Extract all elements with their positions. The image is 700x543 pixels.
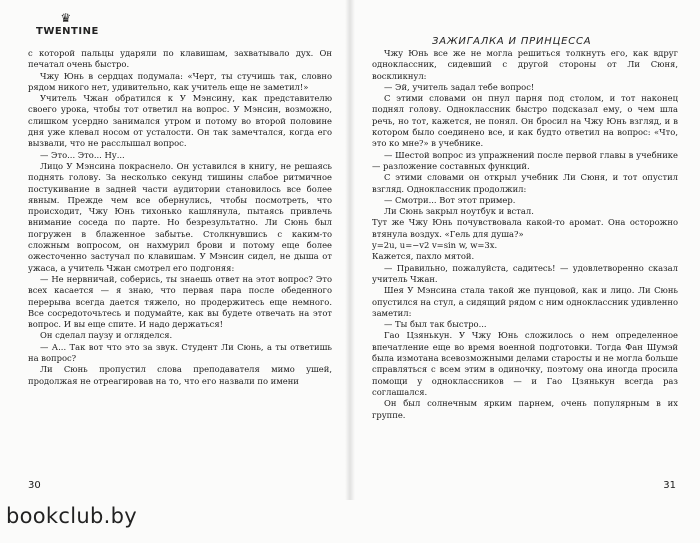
left-page-number: 30 — [28, 480, 41, 491]
paragraph: — Правильно, пожалуйста, садитесь! — удовлетворенно сказал учитель Чжан. — [372, 262, 678, 284]
paragraph: Чжу Юнь в сердцах подумала: «Черт, ты стучишь так, словно рядом никого нет, удивительно, как учитель еще не заметил!» — [28, 70, 332, 92]
paragraph: С этими словами он пнул парня под столом, и тот наконец поднял голову. Одноклассник быстро подсказал ему, о чем шла речь, но тот, кажется, не понял. Он бросил на Чжу Юнь взгляд, и в котором было соединено все, и как будто ответил на вопрос: «Что, это ко мне?» в учебнике. — [372, 93, 678, 149]
paragraph: Лицо У Мэнсина покраснело. Он уставился в книгу, не решаясь поднять голову. За несколько секунд тишины слабое ритмичное постукивание в задней части аудитории становилось все более явным. Прежде чем все обернулись, чтобы посмотреть, что происходит, Чжу Юнь тихонько кашлянула, пытаясь привлечь внимание соседа по парте. Но безрезультатно. Ли Сюнь был погружен в блаженное забытье. Столкнувшись с каким-то сложным вопросом, он нахмурил брови и потому еще более ожесточенно застучал по клавишам. У Мэнсин сидел, не дыша от ужаса, а учитель Чжан смотрел его подгоняя: — [28, 160, 332, 273]
paragraph: Гао Цзянькун. У Чжу Юнь сложилось о нем определенное впечатление еще во время военной подготовки. Тогда Фан Шумэй была измотана всевозможными делами старосты и не могла больше справляться с всем этим в одиночку, поэтому она иногда просила помощи у одноклассников — и Гао Цзянькун всегда раз соглашался. — [372, 330, 678, 397]
paragraph: с которой пальцы ударяли по клавишам, захватывало дух. Он печатал очень быстро. — [28, 48, 332, 70]
left-header — [28, 0, 332, 48]
right-page-text — [372, 48, 678, 421]
site-watermark: bookclub.by — [6, 504, 137, 528]
paragraph: Шея У Мэнсина стала такой же пунцовой, как и лицо. Ли Сюнь опустился на стул, а сидящий рядом с ним одноклассник удивленно заметил: — [372, 285, 678, 318]
paragraph: Он сделал паузу и огляделся. — [40, 330, 173, 341]
paragraph: — Эй, учитель задал тебе вопрос! — [384, 81, 535, 92]
paragraph: Учитель Чжан обратился к У Мэнсину, как представителю своего урока, чтобы тот ответил на вопрос. У Мэнсин, возможно, слишком усердно занимался утром и потому во второй половине дня уже клевал носом от усталости. Он так замечтался, когда его вызвали, что не расслышал вопрос. — [28, 93, 332, 149]
paragraph: — Шестой вопрос из упражнений после первой главы в учебнике — разложение составных функций. — [372, 149, 678, 171]
paragraph: Чжу Юнь все же не могла решиться толкнуть его, как вдруг одноклассник, сидевший с другой стороны от Ли Сюня, воскликнул: — [372, 48, 678, 81]
paragraph: Тут же Чжу Юнь почувствовала какой-то аромат. Она осторожно втянула воздух. «Гель для душа?» — [372, 217, 678, 239]
right-header — [372, 0, 678, 48]
series-name: TWENTINE — [36, 26, 99, 37]
paragraph: С этими словами он открыл учебник Ли Сюня, и тот опустил взгляд. Одноклассник продолжил: — [372, 172, 678, 194]
paragraph: — Ты был так быстро... — [384, 319, 487, 330]
paragraph: — А... Так вот что это за звук. Студент Ли Сюнь, а ты ответишь на вопрос? — [28, 341, 332, 364]
left-page-text — [28, 48, 332, 387]
series-logo — [36, 11, 99, 37]
paragraph: — Не нервничай, соберись, ты знаешь ответ на этот вопрос? Это всех касается — я знаю, что первая пара после обеденного перерыва всегда дается тяжело, но продержитесь еще немного. Все сосредоточьтесь и подумайте, как вы будете отвечать на этот вопрос. И вы еще спите. И надо держаться! — [28, 273, 332, 330]
crown-icon: ♛ — [60, 11, 72, 25]
right-page-number: 31 — [663, 480, 676, 491]
paragraph: Ли Сюнь закрыл ноутбук и встал. — [384, 206, 534, 217]
running-head: ЗАЖИГАЛКА И ПРИНЦЕССА — [432, 36, 592, 47]
paragraph: — Это... Это... Ну... — [40, 149, 125, 160]
paragraph: y=2u, u=−v2 v=sin w, w=3x. — [372, 240, 498, 251]
paragraph: Ли Сюнь пропустил слова преподавателя мимо ушей, продолжая не отреагировав на то, что его назвали по имени — [28, 364, 332, 386]
paragraph: Кажется, пахло мятой. — [372, 251, 475, 262]
paragraph: — Смотри... Вот этот пример. — [384, 194, 516, 205]
left-page — [0, 0, 350, 500]
right-page — [350, 0, 700, 500]
paragraph: Он был солнечным ярким парнем, очень популярным в их группе. — [372, 398, 678, 420]
